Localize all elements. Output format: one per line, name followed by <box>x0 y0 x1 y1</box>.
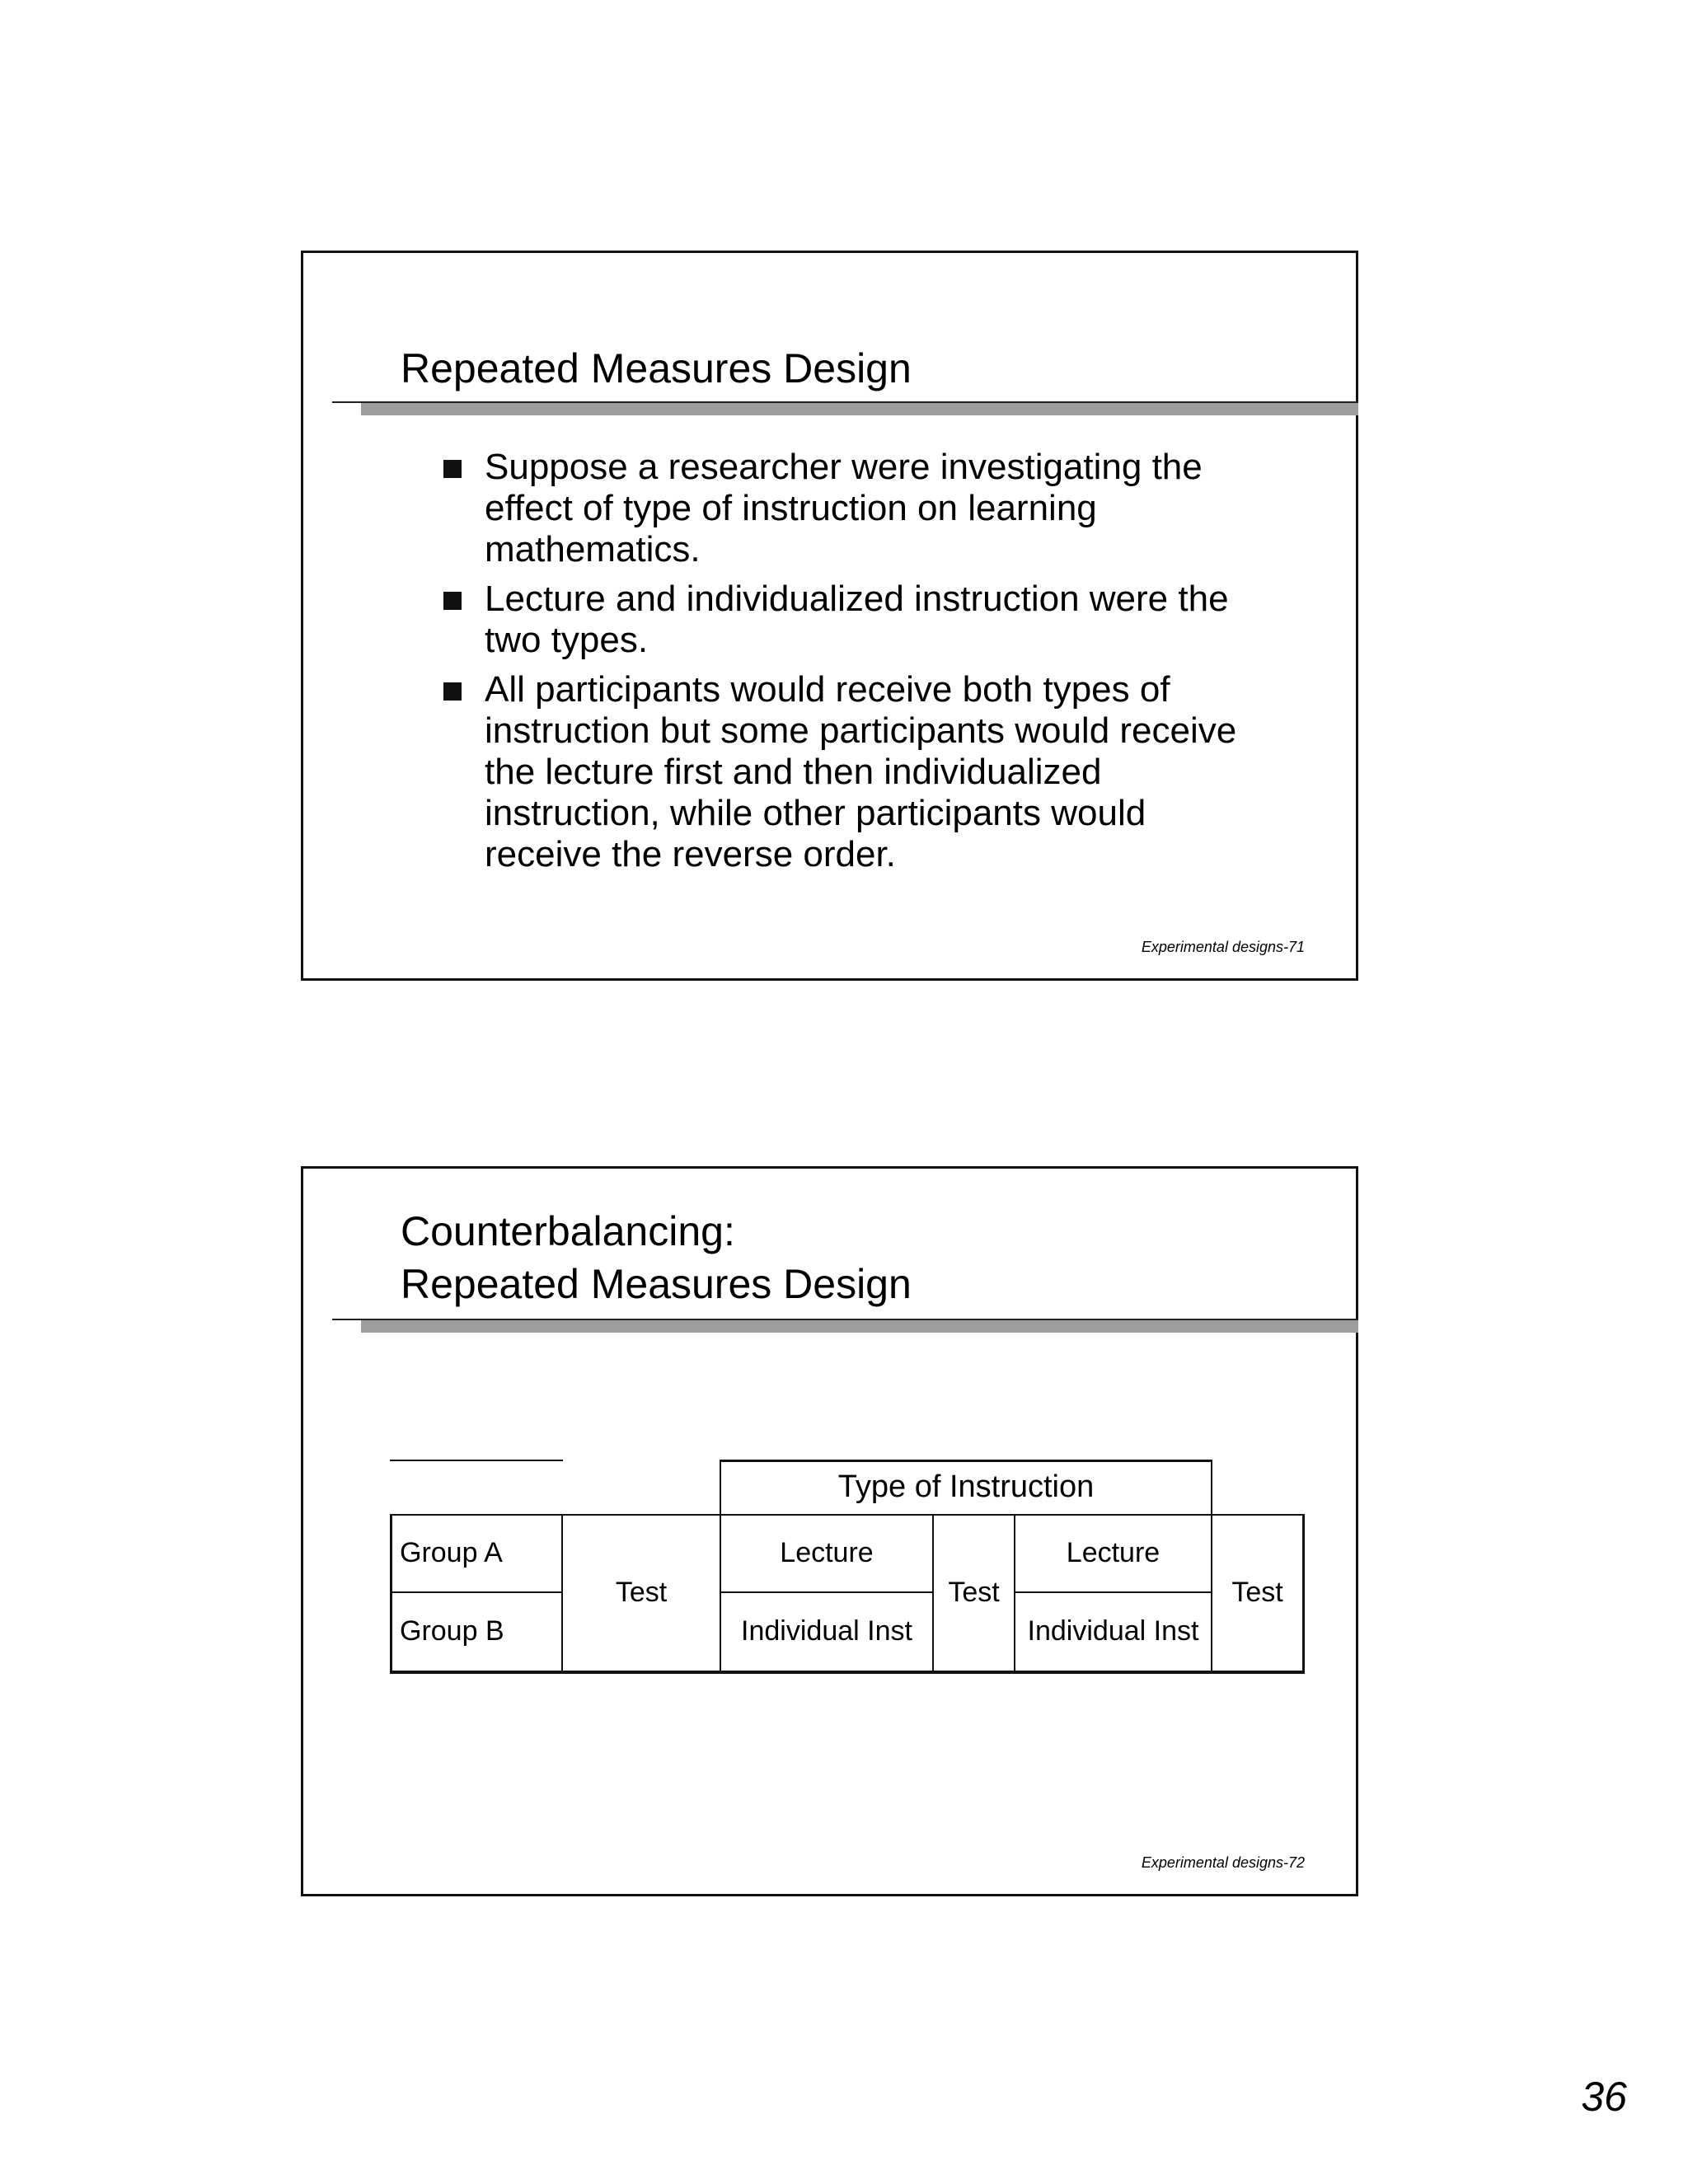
group-b-second-instruction: Individual Inst <box>1027 1615 1199 1647</box>
table-line <box>720 1460 1212 1462</box>
table-line <box>1014 1591 1212 1593</box>
group-b-first-instruction: Individual Inst <box>741 1615 912 1647</box>
square-bullet-icon <box>443 460 462 478</box>
bullet-text: Lecture and individualized instruction were the two types. <box>485 579 1229 660</box>
table-line <box>1302 1514 1305 1674</box>
posttest-label: Test <box>1231 1577 1283 1608</box>
slide-title: Repeated Measures Design <box>401 345 912 391</box>
slide-title-line2: Repeated Measures Design <box>401 1261 912 1307</box>
table-line <box>390 1591 563 1593</box>
bullet-item <box>443 669 1268 875</box>
pretest-label: Test <box>615 1577 668 1608</box>
title-rule-shadow <box>361 403 1358 415</box>
bullet-item <box>443 579 1268 661</box>
slide-72 <box>301 1166 1358 1896</box>
table-line <box>390 1514 392 1674</box>
slide-71 <box>301 251 1358 981</box>
counterbalancing-table <box>390 1460 1305 1674</box>
slide-title <box>401 1205 912 1310</box>
bullet-text: Suppose a researcher were investigating the effect of type of instruction on learning mathematics. <box>485 447 1203 569</box>
table-header: Type of Instruction <box>837 1469 1095 1504</box>
slide-title-line1: Counterbalancing: <box>401 1208 735 1254</box>
table-line <box>390 1514 1305 1516</box>
page-number: 36 <box>1581 2074 1627 2120</box>
table-line <box>1211 1460 1212 1674</box>
square-bullet-icon <box>443 682 462 701</box>
title-rule-shadow <box>361 1320 1358 1333</box>
bullet-list <box>443 447 1268 883</box>
group-a-label: Group A <box>400 1537 503 1568</box>
group-a-second-instruction: Lecture <box>1066 1537 1160 1568</box>
bullet-text: All participants would receive both types of instruction but some participants would receive the lecture first and then individualized instruction, while other participants would receive the reverse order. <box>485 669 1237 874</box>
table-line <box>720 1591 934 1593</box>
table-line <box>390 1671 1305 1674</box>
table-line <box>390 1460 563 1461</box>
bullet-item <box>443 447 1268 570</box>
midtest-label: Test <box>948 1577 1000 1608</box>
slide-footer: Experimental designs-72 <box>1141 1854 1305 1871</box>
group-a-first-instruction: Lecture <box>780 1537 874 1568</box>
slide-footer: Experimental designs-71 <box>1141 939 1305 955</box>
group-b-label: Group B <box>400 1615 504 1647</box>
square-bullet-icon <box>443 592 462 610</box>
